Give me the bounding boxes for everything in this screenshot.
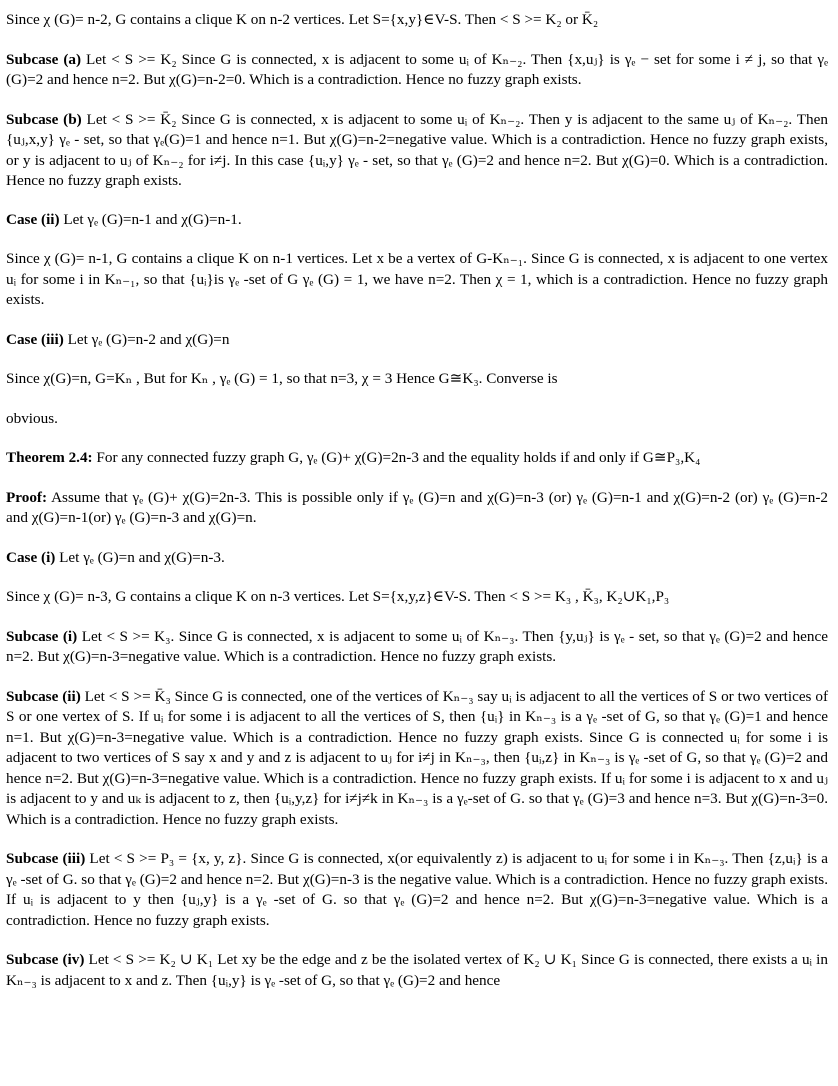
- lead: Case (i): [6, 548, 56, 566]
- case-iii-obvious: [6, 409, 828, 430]
- case-iii-heading: [6, 330, 828, 351]
- case-ii-heading: [6, 210, 828, 231]
- lead: Proof:: [6, 488, 48, 506]
- lead: Subcase (b): [6, 110, 82, 128]
- lead: Case (ii): [6, 210, 60, 228]
- case-iii-body: [6, 369, 828, 390]
- paragraph-intro: [6, 10, 828, 31]
- subcase-iii: [6, 849, 828, 931]
- paragraph-text: Let γₑ (G)=n-1 and χ(G)=n-1.: [59, 210, 242, 228]
- paragraph-text: Let < S >= K̄₂ Since G is connected, x is adjacent to some uᵢ of Kₙ₋₂. Then y is adjacent to the same uⱼ of Kₙ₋₂. Then {uⱼ,x,y} γₑ - set, so that γₑ(G)=1 and hence n=1. But χ(G)=n-2=negative value. Which is a contradiction. Hence no fuzzy graph exists, or y is adjacent to uⱼ of Kₙ₋₂ for i≠j. In this case {uᵢ,y} γₑ - set, so that γₑ (G)=2 and hence n=2. But χ(G)=0. Which is a contradiction. Hence no fuzzy graph exists.: [6, 110, 828, 189]
- lead: Subcase (i): [6, 627, 78, 645]
- paragraph-text: Since χ (G)= n-3, G contains a clique K on n-3 vertices. Let S={x,y,z}∈V-S. Then < S >= K₃ , K̄₃, K₂∪K₁,P₃: [6, 588, 670, 605]
- lead: Subcase (iii): [6, 850, 86, 867]
- paragraph-text: Let γₑ (G)=n-2 and χ(G)=n: [63, 330, 230, 348]
- subcase-a: [6, 50, 828, 91]
- lead: Subcase (iv): [6, 951, 85, 968]
- paragraph-text: Since χ (G)= n-1, G contains a clique K on n-1 vertices. Let x be a vertex of G-Kₙ₋₁. Since G is connected, x is adjacent to one vertex uᵢ for some i in Kₙ₋₁, so that {uᵢ}is γₑ -set of G γₑ (G) = 1, we have n=2. Then χ = 1, which is a contradiction. Hence no fuzzy graph exists.: [6, 250, 828, 308]
- paragraph-text: Assume that γₑ (G)+ χ(G)=2n-3. This is possible only if γₑ (G)=n and χ(G)=n-3 (or) γₑ (G)=n-1 and χ(G)=n-2 (or) γₑ (G)=n-2 and χ(G)=n-1(or) γₑ (G)=n-3 and χ(G)=n.: [6, 488, 828, 526]
- lead: Subcase (ii): [6, 687, 81, 705]
- case-i-heading: [6, 548, 828, 569]
- paragraph-text: Let < S >= K₂ Since G is connected, x is adjacent to some uᵢ of Kₙ₋₂. Then {x,uⱼ} is γₑ − set for some i ≠ j, so that γₑ (G)=2 and hence n=2. But χ(G)=n-2=0. Which is a contradiction. Hence no fuzzy graph exists.: [6, 50, 828, 88]
- lead: Subcase (a): [6, 50, 82, 68]
- paragraph-text: Let < S >= K̄₃ Since G is connected, one of the vertices of Kₙ₋₃ say uᵢ is adjacent to all the vertices of S or two vertices of S or one vertex of S. If uᵢ for some i is adjacent to all the vertices of S, then {uᵢ} in Kₙ₋₃ is a γₑ -set of G, so that γₑ (G)=1 and hence n=1. But χ(G)=n-3=negative value. Which is a contradiction. Hence no fuzzy graph exists. Since G is connected uᵢ for some i is adjacent to two vertices of S say x and y and z is adjacent to uⱼ for i≠j in Kₙ₋₃, then {uᵢ,z} in Kₙ₋₃ is γₑ -set of G, so that γₑ (G)=2 and hence n=2. But χ(G)=n-3=negative value. Which is a contradiction. Hence no fuzzy graph exists. If uᵢ for some i is adjacent to x and uⱼ is adjacent to y and uₖ is adjacent to z, then {uᵢ,y,z} for i≠j≠k in Kₙ₋₃ is a γₑ-set of G. so that γₑ (G)=3 and hence n=3. But χ(G)=n-3=0. Which is a contradiction. Hence no fuzzy graph exists.: [6, 687, 828, 828]
- lead: Case (iii): [6, 330, 64, 348]
- paragraph-text: Since χ (G)= n-2, G contains a clique K on n-2 vertices. Let S={x,y}∈V-S. Then < S >= K₂ or K̄₂: [6, 11, 599, 28]
- case-ii-body: [6, 249, 828, 311]
- lead: Theorem 2.4:: [6, 449, 93, 466]
- subcase-ii: [6, 687, 828, 831]
- paragraph-text: Let < S >= P₃ = {x, y, z}. Since G is connected, x(or equivalently z) is adjacent to uᵢ for some i in Kₙ₋₃. Then {z,uᵢ} is a γₑ -set of G. so that γₑ (G)=2 and hence n=2. But χ(G)=n-3 is the negative value. Which is a contradiction. Hence no fuzzy graph exists. If uᵢ is adjacent to y then {uⱼ,y} is a γₑ -set of G. so that γₑ (G)=2 and hence n=2. But χ(G)=n-3=negative value. Which is a contradiction. Hence no fuzzy graph exists.: [6, 850, 828, 929]
- subcase-iv: [6, 950, 828, 991]
- subcase-b: [6, 110, 828, 192]
- paragraph-text: For any connected fuzzy graph G, γₑ (G)+ χ(G)=2n-3 and the equality holds if and only if G≅P₃,K₄: [92, 449, 701, 466]
- paragraph-text: Let < S >= K₂ ∪ K₁ Let xy be the edge and z be the isolated vertex of K₂ ∪ K₁ Since G is connected, there exists a uᵢ in Kₙ₋₃ is adjacent to x and z. Then {uᵢ,y} is γₑ -set of G, so that γₑ (G)=2 and hence: [6, 951, 828, 989]
- theorem-2-4: [6, 448, 828, 469]
- paragraph-text: Let < S >= K₃. Since G is connected, x is adjacent to some uᵢ of Kₙ₋₃. Then {y,uⱼ} is γₑ - set, so that γₑ (G)=2 and hence n=2. But χ(G)=n-3=negative value. Which is a contradiction. Hence no fuzzy graph exists.: [6, 627, 828, 665]
- paragraph-text: Since χ(G)=n, G=Kₙ , But for Kₙ , γₑ (G) = 1, so that n=3, χ = 3 Hence G≅K₃. Converse is: [6, 370, 558, 387]
- document-page: [0, 10, 836, 991]
- paragraph-text: obvious.: [6, 409, 58, 427]
- paragraph-text: Let γₑ (G)=n and χ(G)=n-3.: [55, 548, 225, 566]
- subcase-i: [6, 627, 828, 668]
- case-i-body: [6, 587, 828, 608]
- proof: [6, 488, 828, 529]
